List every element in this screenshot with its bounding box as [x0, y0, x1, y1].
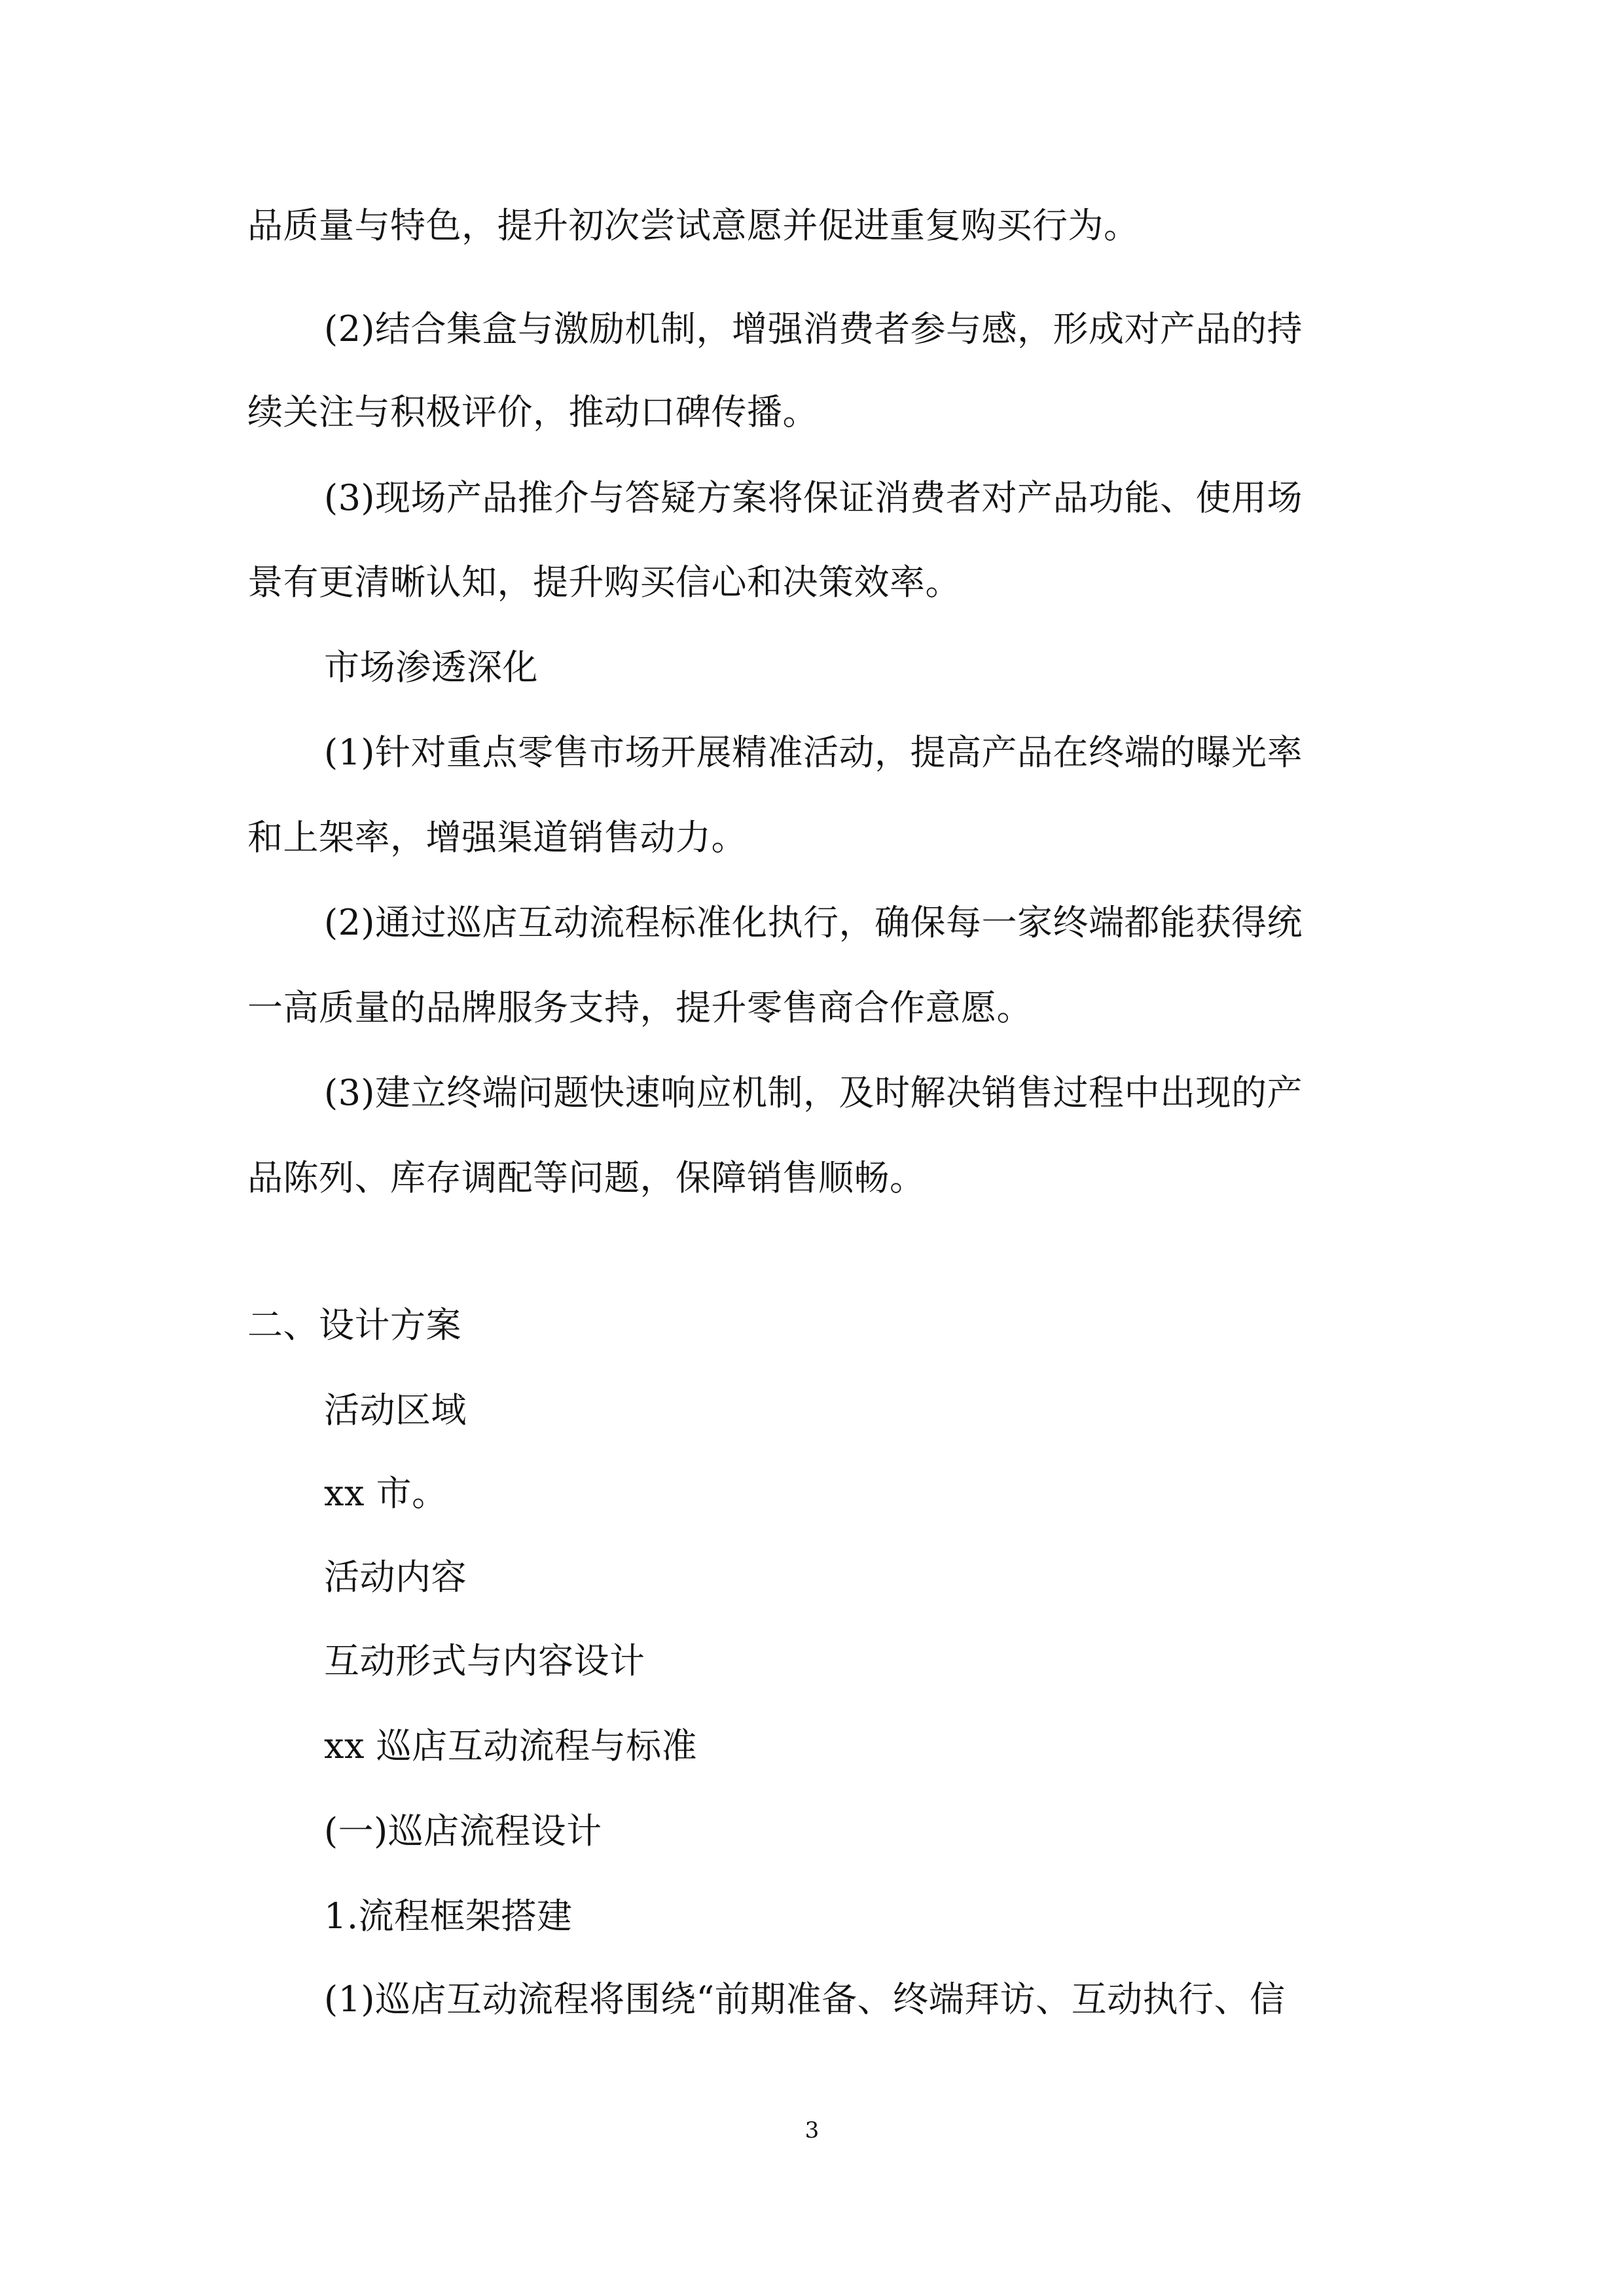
- section-heading: 1.流程框架搭建: [324, 1895, 573, 1937]
- text-line: (1)巡店互动流程将围绕“前期准备、终端拜访、互动执行、信: [324, 1979, 1286, 2020]
- section-heading: 活动内容: [324, 1556, 467, 1598]
- text-line: (3)现场产品推介与答疑方案将保证消费者对产品功能、使用场: [324, 477, 1303, 518]
- text-line: 品质量与特色，提升初次尝试意愿并促进重复购买行为。: [247, 205, 1140, 246]
- text-line: 和上架率，增强渠道销售动力。: [247, 817, 747, 858]
- text-line: (3)建立终端问题快速响应机制，及时解决销售过程中出现的产: [324, 1072, 1303, 1113]
- text-line: 一高质量的品牌服务支持，提升零售商合作意愿。: [247, 987, 1032, 1028]
- text-line: (1)针对重点零售市场开展精准活动，提高产品在终端的曝光率: [324, 732, 1303, 773]
- text-line: 品陈列、库存调配等问题，保障销售顺畅。: [247, 1157, 926, 1198]
- text-line: (2)通过巡店互动流程标准化执行，确保每一家终端都能获得统: [324, 902, 1303, 943]
- section-heading: xx 巡店互动流程与标准: [324, 1725, 698, 1767]
- text-line: xx 市。: [324, 1473, 448, 1514]
- text-line: (2)结合集盒与激励机制，增强消费者参与感，形成对产品的持: [324, 308, 1303, 350]
- section-heading: 市场渗透深化: [324, 647, 538, 688]
- section-heading: 互动形式与内容设计: [324, 1640, 645, 1681]
- page-number: 3: [804, 2117, 820, 2144]
- chapter-heading: 二、设计方案: [247, 1304, 461, 1346]
- text-line: 景有更清晰认知，提升购买信心和决策效率。: [247, 562, 961, 603]
- section-heading: 活动区域: [324, 1390, 467, 1431]
- section-heading: (一)巡店流程设计: [324, 1810, 602, 1852]
- text-line: 续关注与积极评价，推动口碑传播。: [247, 391, 818, 433]
